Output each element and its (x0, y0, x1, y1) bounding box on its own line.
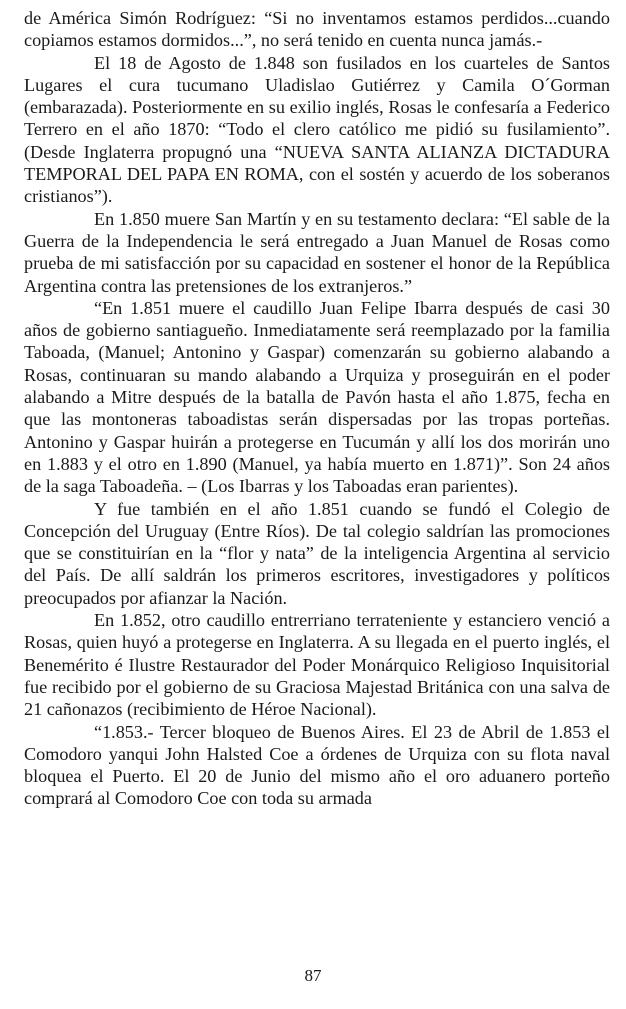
page-number: 87 (304, 966, 322, 985)
page-body (24, 7, 610, 810)
paragraph-3: En 1.850 muere San Martín y en su testamento declara: “El sable de la Guerra de la Independencia le será entregado a Juan Manuel de Rosas como prueba de mi satisfacción por su capacidad en sostener el honor de la República Argentina contra las pretensiones de los extranjeros.” (24, 208, 610, 296)
paragraph-7: “1.853.- Tercer bloqueo de Buenos Aires. El 23 de Abril de 1.853 el Comodoro yanqui John Halsted Coe a órdenes de Urquiza con su flota naval bloquea el Puerto. El 20 de Junio del mismo año el oro aduanero porteño comprará al Comodoro Coe con toda su armada (24, 721, 610, 809)
paragraph-4: “En 1.851 muere el caudillo Juan Felipe Ibarra después de casi 30 años de gobierno santiagueño. Inmediatamente será reemplazado por la familia Taboada, (Manuel; Antonino y Gaspar) comenzarán su gobierno alabando a Rosas, continuaran su mando alabando a Urquiza y proseguirán en el poder alabando a Mitre después de la batalla de Pavón hasta el año 1.875, fecha en que las montoneras taboadistas serán dispersadas por las tropas porteñas. Antonino y Gaspar huirán a protegerse en Tucumán y allí los dos morirán uno en 1.883 y el otro en 1.890 (Manuel, ya había muerto en 1.871)”. Son 24 años de la saga Taboadeña. – (Los Ibarras y los Taboadas eran parientes). (24, 297, 610, 497)
paragraph-2: El 18 de Agosto de 1.848 son fusilados en los cuarteles de Santos Lugares el cura tucumano Uladislao Gutiérrez y Camila O´Gorman (embarazada). Posteriormente en su exilio inglés, Rosas le confesaría a Federico Terrero en el año 1870: “Todo el clero católico me pidió su fusilamiento”. (Desde Inglaterra propugnó una “NUEVA SANTA ALIANZA DICTADURA TEMPORAL DEL PAPA EN ROMA, con el sostén y acuerdo de los soberanos cristianos”). (24, 52, 610, 207)
paragraph-6: En 1.852, otro caudillo entrerriano terrateniente y estanciero venció a Rosas, quien huyó a protegerse en Inglaterra. A su llegada en el puerto inglés, el Benemérito é Ilustre Restaurador del Poder Monárquico Religioso Inquisitorial fue recibido por el gobierno de su Graciosa Majestad Británica con una salva de 21 cañonazos (recibimiento de Héroe Nacional). (24, 610, 610, 720)
paragraph-1: de América Simón Rodríguez: “Si no inventamos estamos perdidos...cuando copiamos estamos dormidos...”, no será tenido en cuenta nunca jamás.- (24, 8, 610, 51)
paragraph-5: Y fue también en el año 1.851 cuando se fundó el Colegio de Concepción del Uruguay (Entre Ríos). De tal colegio saldrían las promociones que se constituirían en la “flor y nata” de la inteligencia Argentina al servicio del País. De allí saldrán los primeros escritores, investigadores y políticos preocupados por afianzar la Nación. (24, 498, 610, 608)
